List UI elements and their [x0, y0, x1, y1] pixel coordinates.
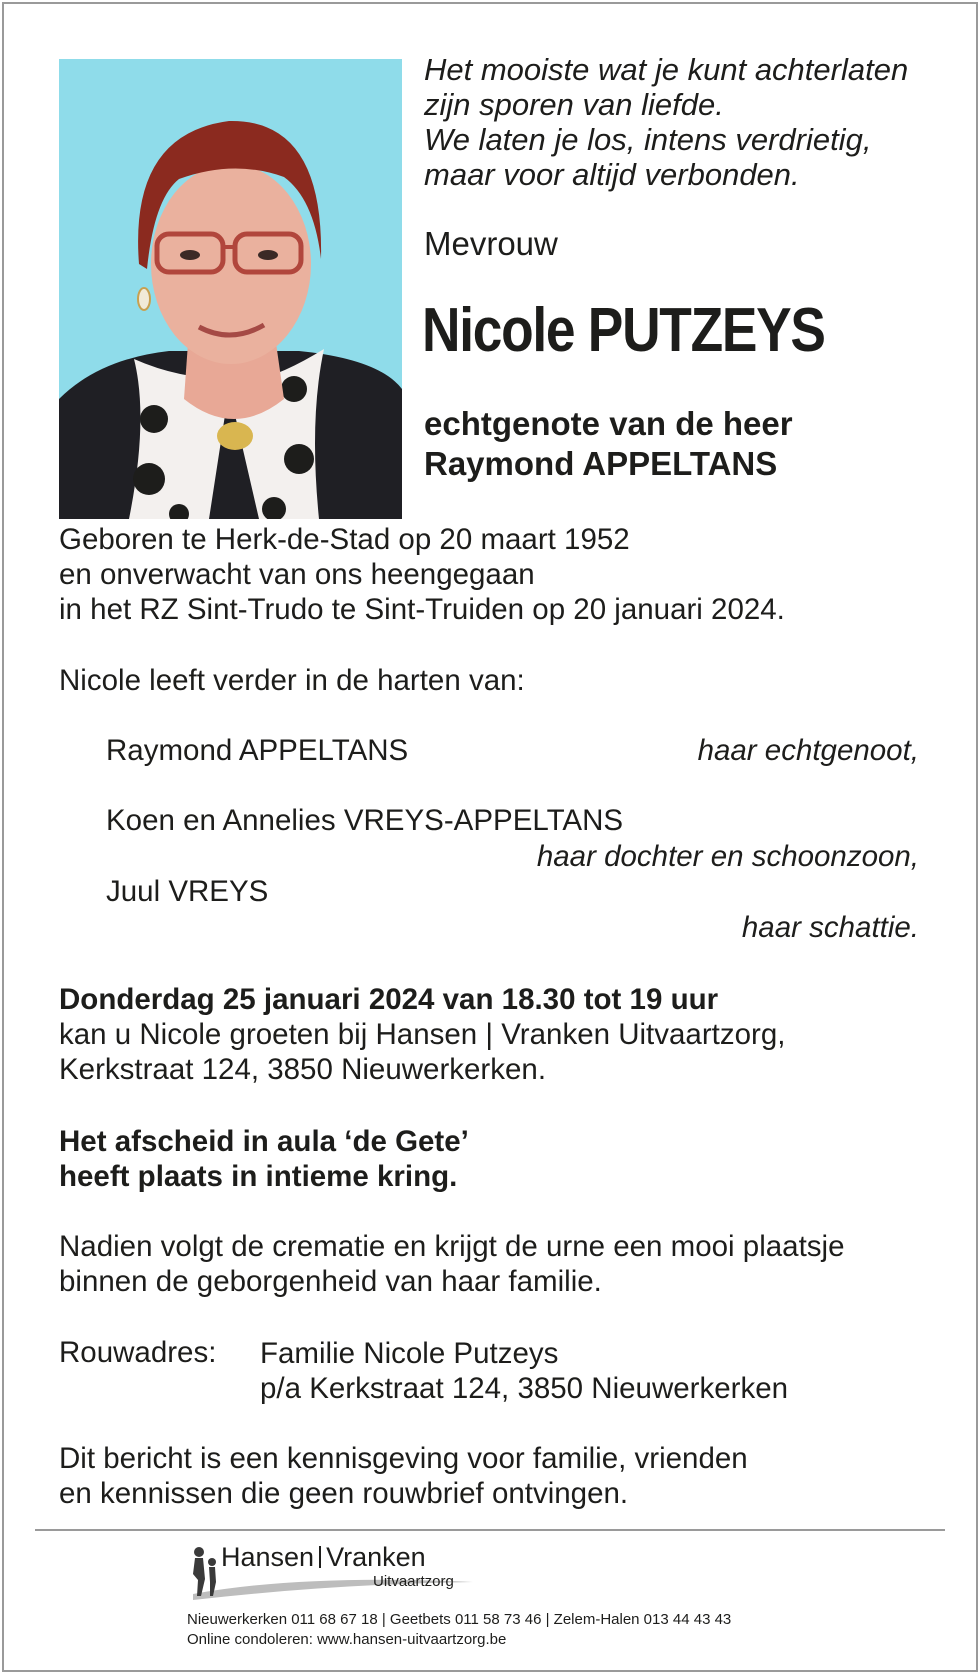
cremation-line: binnen de geborgenheid van haar familie. — [59, 1265, 602, 1298]
relative-name: Raymond APPELTANS — [106, 734, 409, 767]
condolence-link[interactable]: Online condoleren: www.hansen-uitvaartzorg.be — [187, 1631, 507, 1648]
notice-text — [59, 1441, 748, 1511]
visitation-heading: Donderdag 25 januari 2024 van 18.30 tot 19 uur — [59, 983, 719, 1016]
lives-on-heading — [59, 663, 525, 698]
footer-divider — [35, 1529, 945, 1531]
poem-line: We laten je los, intens verdrietig, — [424, 122, 872, 157]
passing-place-line: in het RZ Sint-Trudo te Sint-Truiden op 20 januari 2024. — [59, 593, 785, 626]
farewell-line: heeft plaats in intieme kring. — [59, 1160, 458, 1193]
notice-line: en kennissen die geen rouwbrief ontvingen. — [59, 1477, 629, 1510]
logo-right: Vranken — [326, 1542, 426, 1572]
passing-line: en onverwacht van ons heengegaan — [59, 558, 535, 591]
farewell-info — [59, 1124, 469, 1194]
poem-line: maar voor altijd verbonden. — [424, 157, 800, 192]
spouse-line — [424, 404, 793, 484]
relative-role: haar schattie. — [741, 911, 919, 944]
funeral-home-logo — [183, 1534, 473, 1604]
spouse-relation: echtgenote van de heer — [424, 405, 793, 442]
poem-line: Het mooiste wat je kunt achterlaten — [424, 52, 909, 87]
relative-name: Juul VREYS — [106, 875, 269, 908]
birth-line: Geboren te Herk-de-Stad op 20 maart 1952 — [59, 523, 630, 556]
spouse-name: Raymond APPELTANS — [424, 445, 778, 482]
logo-wordmark — [221, 1542, 426, 1573]
address-line: Familie Nicole Putzeys — [260, 1337, 559, 1370]
relative-role: haar echtgenoot, — [697, 734, 919, 767]
farewell-line: Het afscheid in aula ‘de Gete’ — [59, 1125, 469, 1158]
title-prefix: Mevrouw — [424, 225, 558, 262]
poem-line: zijn sporen van liefde. — [424, 87, 724, 122]
relative-name: Koen en Annelies VREYS-APPELTANS — [106, 804, 624, 837]
relative-role: haar dochter en schoonzoon, — [536, 840, 919, 873]
logo-left: Hansen — [221, 1542, 315, 1572]
logo-subtitle: Uitvaartzorg — [373, 1573, 454, 1590]
cremation-info — [59, 1229, 844, 1299]
visitation-info — [59, 982, 785, 1087]
mourning-address — [260, 1336, 788, 1406]
notice-line: Dit bericht is een kennisgeving voor familie, vrienden — [59, 1442, 748, 1475]
cremation-line: Nadien volgt de crematie en krijgt de urne een mooi plaatsje — [59, 1230, 845, 1263]
phone-numbers: Nieuwerkerken 011 68 67 18 | Geetbets 011 58 73 46 | Zelem-Halen 013 44 43 43 — [187, 1611, 732, 1628]
footer-contacts — [187, 1610, 731, 1650]
memorial-poem — [424, 52, 944, 192]
logo-separator — [319, 1546, 321, 1568]
visitation-line: kan u Nicole groeten bij Hansen | Vranken Uitvaartzorg, — [59, 1018, 786, 1051]
lives-on-text: Nicole leeft verder in de harten van: — [59, 664, 525, 697]
portrait-photo — [59, 59, 402, 519]
deceased-name: Nicole PUTZEYS — [422, 296, 825, 365]
mourning-address-label: Rouwadres: — [59, 1336, 217, 1369]
address-line: p/a Kerkstraat 124, 3850 Nieuwerkerken — [260, 1372, 789, 1405]
birth-death-details — [59, 522, 785, 627]
visitation-address: Kerkstraat 124, 3850 Nieuwerkerken. — [59, 1053, 547, 1086]
